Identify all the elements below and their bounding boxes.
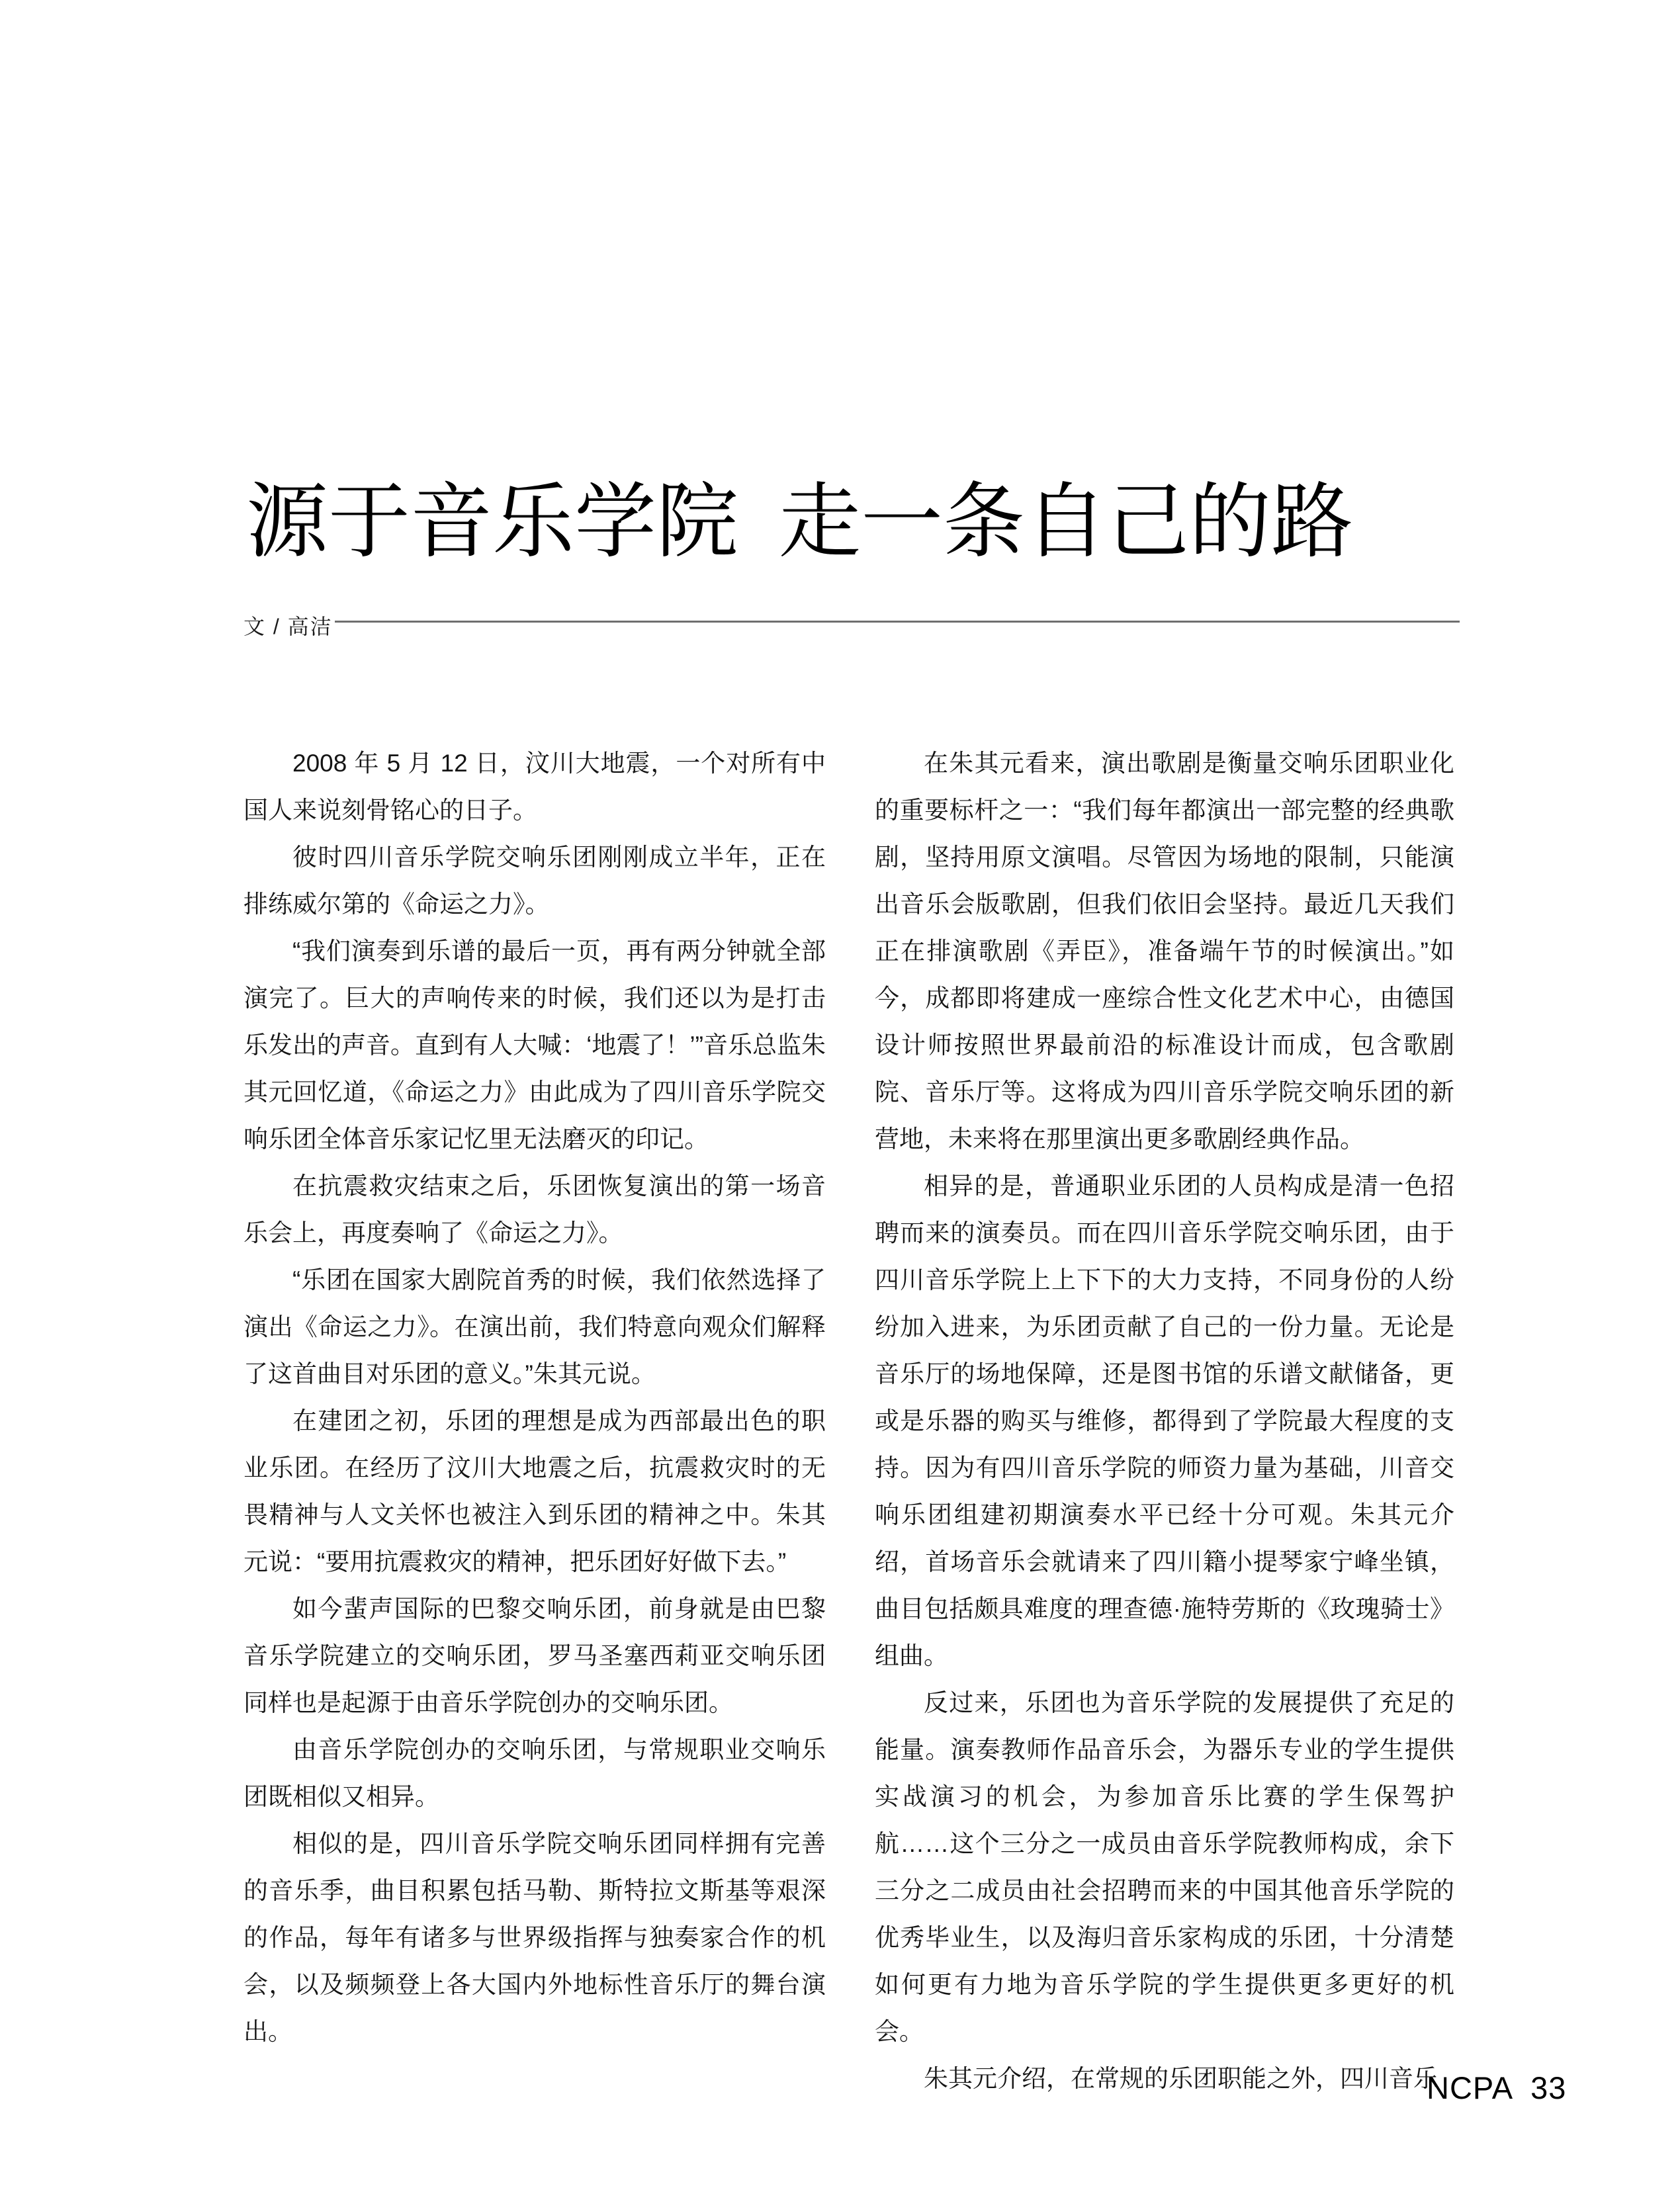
paragraph: 2008 年 5 月 12 日，汶川大地震，一个对所有中国人来说刻骨铭心的日子。 [243,750,826,824]
paragraph: “我们演奏到乐谱的最后一页，再有两分钟就全部演完了。巨大的声响传来的时候，我们还以为是打击乐发出的声音。直到有人大喊：‘地震了！’”音乐总监朱其元回忆道，《命运之力》由此成为了四川音乐学院交响乐团全体音乐家记忆里无法磨灭的印记。 [243,938,826,1153]
footer-page-number: 33 [1530,2070,1567,2105]
paragraph: 由音乐学院创办的交响乐团，与常规职业交响乐团既相似又相异。 [243,1736,826,1810]
paragraph: 在抗震救灾结束之后，乐团恢复演出的第一场音乐会上，再度奏响了《命运之力》。 [243,1172,826,1247]
paragraph: 朱其元介绍，在常规的乐团职能之外，四川音乐 [924,2065,1438,2092]
paragraph: 反过来，乐团也为音乐学院的发展提供了充足的能量。演奏教师作品音乐会，为器乐专业的学生提供实战演习的机会，为参加音乐比赛的学生保驾护航……这个三分之一成员由音乐学院教师构成，余下三分之二成员由社会招聘而来的中国其他音乐学院的优秀毕业生，以及海归音乐家构成的乐团，十分清楚如何更有力地为音乐学院的学生提供更多更好的机会。 [875,1689,1454,2045]
paragraph: 相异的是，普通职业乐团的人员构成是清一色招聘而来的演奏员。而在四川音乐学院交响乐团，由于四川音乐学院上上下下的大力支持，不同身份的人纷纷加入进来，为乐团贡献了自己的一份力量。无论是音乐厅的场地保障，还是图书馆的乐谱文献储备，更或是乐器的购买与维修，都得到了学院最大程度的支持。因为有四川音乐学院的师资力量为基础，川音交响乐团组建初期演奏水平已经十分可观。朱其元介绍，首场音乐会就请来了四川籍小提琴家宁峰坐镇，曲目包括颇具难度的理查德·施特劳斯的《玫瑰骑士》组曲。 [875,1172,1454,1669]
byline-rule [335,621,1460,623]
paragraph: 彼时四川音乐学院交响乐团刚刚成立半年，正在排练威尔第的《命运之力》。 [243,844,826,918]
byline: 文 / 高洁 [243,615,333,638]
footer-brand: NCPA [1427,2070,1514,2105]
article-title: 源于音乐学院 走一条自己的路 [246,477,1354,568]
paragraph: 相似的是，四川音乐学院交响乐团同样拥有完善的音乐季，曲目积累包括马勒、斯特拉文斯基等艰深的作品，每年有诸多与世界级指挥与独奏家合作的机会，以及频频登上各大国内外地标性音乐厅的舞台演出。 [243,1830,826,2045]
left-column [243,740,826,2055]
page-footer [1427,2070,1566,2106]
paragraph: 在建团之初，乐团的理想是成为西部最出色的职业乐团。在经历了汶川大地震之后，抗震救灾时的无畏精神与人文关怀也被注入到乐团的精神之中。朱其元说：“要用抗震救灾的精神，把乐团好好做下去。” [243,1407,826,1575]
paragraph: 在朱其元看来，演出歌剧是衡量交响乐团职业化的重要标杆之一：“我们每年都演出一部完整的经典歌剧，坚持用原文演唱。尽管因为场地的限制，只能演出音乐会版歌剧，但我们依旧会坚持。最近几天我们正在排演歌剧《弄臣》，准备端午节的时候演出。”如今，成都即将建成一座综合性文化艺术中心，由德国设计师按照世界最前沿的标准设计而成，包含歌剧院、音乐厅等。这将成为四川音乐学院交响乐团的新营地，未来将在那里演出更多歌剧经典作品。 [875,750,1454,1153]
paragraph: 如今蜚声国际的巴黎交响乐团，前身就是由巴黎音乐学院建立的交响乐团，罗马圣塞西莉亚交响乐团同样也是起源于由音乐学院创办的交响乐团。 [243,1595,826,1716]
paragraph: “乐团在国家大剧院首秀的时候，我们依然选择了演出《命运之力》。在演出前，我们特意向观众们解释了这首曲目对乐团的意义。”朱其元说。 [243,1266,826,1387]
right-column [875,740,1454,2102]
